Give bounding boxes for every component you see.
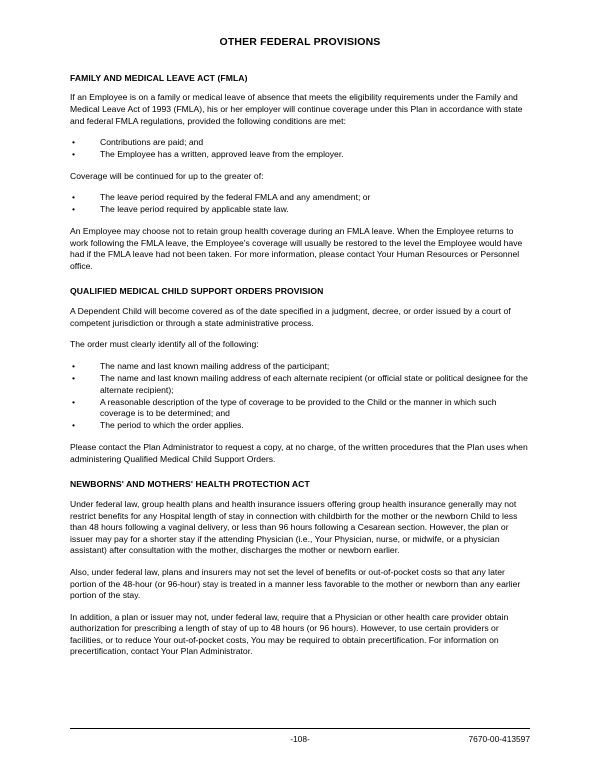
page-footer bbox=[70, 728, 530, 749]
section-heading-newborns: NEWBORNS' AND MOTHERS' HEALTH PROTECTION ACT bbox=[70, 479, 310, 490]
qmcso-order-lead: The order must clearly identify all of the following: bbox=[70, 339, 259, 350]
fmla-coverage-list bbox=[70, 192, 530, 216]
fmla-intro-paragraph: If an Employee is on a family or medical leave of absence that meets the eligibility requirements under the Family and Medical Leave Act of 1993 (FMLA), his or her employer will continue coverage under this Plan in accordance with state and federal FMLA regulations, provided the following conditions are met: bbox=[70, 92, 523, 126]
bullet-icon: • bbox=[72, 396, 76, 407]
list-item-text: The name and last known mailing address of each alternate recipient (or official state or political designee for the alternate recipient); bbox=[100, 373, 528, 395]
document-body bbox=[70, 36, 530, 668]
list-item bbox=[70, 361, 530, 373]
list-item bbox=[70, 137, 530, 149]
bullet-icon: • bbox=[72, 420, 76, 431]
fmla-conditions-list bbox=[70, 137, 530, 161]
bullet-icon: • bbox=[72, 373, 76, 384]
qmcso-order-list bbox=[70, 361, 530, 432]
list-item-text: The name and last known mailing address of the participant; bbox=[100, 360, 330, 371]
list-item-text: The period to which the order applies. bbox=[100, 420, 244, 431]
list-item bbox=[70, 420, 530, 432]
list-item-text: A reasonable description of the type of coverage to be provided to the Child or the manner in which such coverage is to be determined; and bbox=[100, 396, 497, 419]
section-heading-fmla: FAMILY AND MEDICAL LEAVE ACT (FMLA) bbox=[70, 72, 248, 83]
newborns-paragraph-3: In addition, a plan or issuer may not, under federal law, require that a Physician or other health care provider obtain authorization for prescribing a length of stay of up to 48 hours (or 96 hours). However, to use certain providers or facilities, or to reduce Your out-of-pocket costs, You may be required to obtain precertification. For information on precertification, contact Your Plan Administrator. bbox=[70, 611, 509, 657]
section-heading-qmcso: QUALIFIED MEDICAL CHILD SUPPORT ORDERS PROVISION bbox=[70, 286, 324, 297]
page-title: OTHER FEDERAL PROVISIONS bbox=[219, 36, 381, 48]
newborns-paragraph-1: Under federal law, group health plans and health insurance issuers offering group health insurance generally may not restrict benefits for any Hospital length of stay in connection with childbirth for the mother or the newborn Child to less than 48 hours following a vaginal delivery, or less than 96 hours following a Cesarean section. However, the plan or issuer may pay for a shorter stay if the attending Physician (i.e., Your Physician, nurse, or midwife, or a physician assistant) after consultation with the mother, discharges the mother or newborn earlier. bbox=[70, 498, 518, 556]
newborns-paragraph-2: Also, under federal law, plans and insurers may not set the level of benefits or out-of-pocket costs so that any later portion of the 48-hour (or 96-hour) stay is treated in a manner less favorable to the mother or newborn than any earlier portion of the stay. bbox=[70, 566, 521, 601]
footer-content bbox=[70, 733, 530, 749]
bullet-icon: • bbox=[72, 204, 76, 215]
bullet-icon: • bbox=[72, 192, 76, 203]
list-item-text: The leave period required by the federal FMLA and any amendment; or bbox=[100, 192, 371, 203]
fmla-closing-paragraph: An Employee may choose not to retain group health coverage during an FMLA leave. When the Employee returns to work following the FMLA leave, the Employee's coverage will usually be restored to the level the Employee would have had if the FMLA leave had not been taken. For more information, please contact Your Human Resources or Personnel office. bbox=[70, 226, 523, 271]
page-number: -108- bbox=[290, 734, 310, 744]
document-code: 7670-00-413597 bbox=[468, 734, 530, 744]
fmla-coverage-lead: Coverage will be continued for up to the greater of: bbox=[70, 170, 264, 181]
list-item-text: The leave period required by applicable state law. bbox=[100, 204, 289, 215]
list-item bbox=[70, 204, 530, 216]
list-item-text: The Employee has a written, approved leave from the employer. bbox=[100, 149, 344, 160]
list-item bbox=[70, 149, 530, 161]
footer-divider bbox=[70, 728, 530, 729]
bullet-icon: • bbox=[72, 360, 76, 371]
bullet-icon: • bbox=[72, 149, 76, 160]
bullet-icon: • bbox=[72, 137, 76, 148]
list-item bbox=[70, 373, 530, 396]
list-item bbox=[70, 397, 530, 420]
qmcso-intro-paragraph: A Dependent Child will become covered as of the date specified in a judgment, decree, or order issued by a court of competent jurisdiction or through a state administrative process. bbox=[70, 306, 511, 328]
qmcso-closing-paragraph: Please contact the Plan Administrator to request a copy, at no charge, of the written procedures that the Plan uses when administering Qualified Medical Child Support Orders. bbox=[70, 442, 528, 464]
list-item bbox=[70, 192, 530, 204]
list-item-text: Contributions are paid; and bbox=[100, 137, 204, 148]
